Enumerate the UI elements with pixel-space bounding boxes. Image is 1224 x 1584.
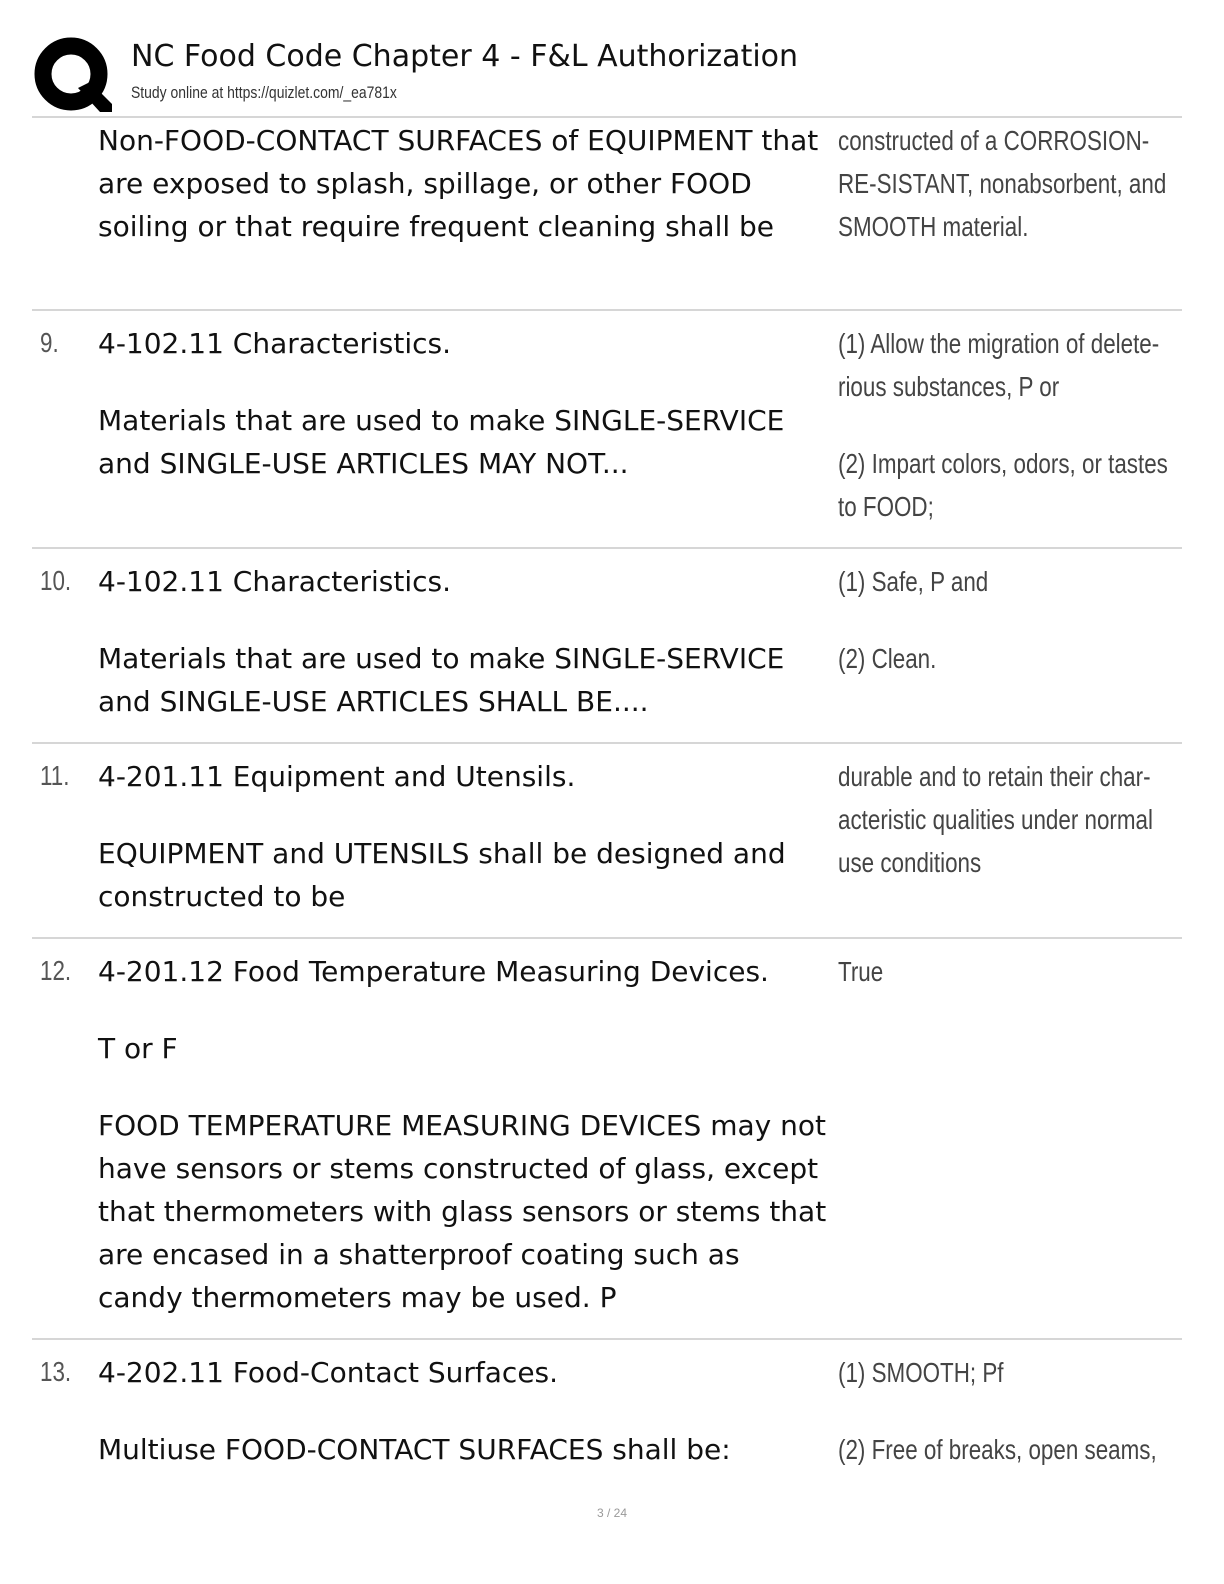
card-definition: [838, 755, 1174, 884]
term-paragraph: Multiuse FOOD-CONTACT SURFACES shall be:: [98, 1433, 731, 1466]
definition-paragraph: (2) Impart colors, odors, or tastes to FOOD;: [838, 448, 1168, 522]
card-term: [98, 119, 828, 248]
card-number: 13.: [40, 1356, 72, 1387]
definition-paragraph: constructed of a CORROSION-RE-SISTANT, nonabsorbent, and SMOOTH material.: [838, 125, 1167, 242]
definition-paragraph: (1) Allow the migration of delete-rious substances, P or: [838, 328, 1160, 402]
card-number: 12.: [40, 955, 72, 986]
card-number: 10.: [40, 565, 72, 596]
card-term: [98, 322, 828, 485]
card-definition: [838, 560, 1174, 680]
divider: [32, 742, 1182, 744]
term-paragraph: Materials that are used to make SINGLE-SERVICE and SINGLE-USE ARTICLES MAY NOT...: [98, 404, 785, 480]
page-header: [34, 34, 1184, 116]
definition-paragraph: durable and to retain their char-acteristic qualities under normal use conditions: [838, 761, 1153, 878]
card-term: [98, 1351, 828, 1471]
definition-paragraph: (2) Clean.: [838, 643, 937, 674]
term-paragraph: 4-202.11 Food-Contact Surfaces.: [98, 1356, 559, 1389]
term-paragraph: 4-102.11 Characteristics.: [98, 565, 452, 598]
quizlet-logo-icon: [34, 36, 112, 114]
divider: [32, 116, 1182, 118]
term-paragraph: 4-201.12 Food Temperature Measuring Devices.: [98, 955, 769, 988]
term-paragraph: T or F: [98, 1032, 178, 1065]
card-term: [98, 755, 828, 918]
card-definition: [838, 1351, 1174, 1471]
definition-paragraph: (1) Safe, P and: [838, 566, 989, 597]
card-definition: [838, 950, 1174, 993]
divider: [32, 309, 1182, 311]
definition-paragraph: True: [838, 956, 884, 987]
study-online-link[interactable]: Study online at https://quizlet.com/_ea781x: [131, 83, 397, 102]
divider: [32, 1338, 1182, 1340]
term-paragraph: Non-FOOD-CONTACT SURFACES of EQUIPMENT that are exposed to splash, spillage, or other FOOD soiling or that require frequent cleaning shall be: [98, 124, 819, 243]
divider: [32, 547, 1182, 549]
card-definition: [838, 119, 1174, 248]
divider: [32, 937, 1182, 939]
definition-paragraph: (2) Free of breaks, open seams,: [838, 1434, 1157, 1465]
definition-paragraph: (1) SMOOTH; Pf: [838, 1357, 1004, 1388]
card-term: [98, 560, 828, 723]
term-paragraph: 4-102.11 Characteristics.: [98, 327, 452, 360]
card-number: 11.: [40, 760, 70, 791]
term-paragraph: Materials that are used to make SINGLE-SERVICE and SINGLE-USE ARTICLES SHALL BE....: [98, 642, 785, 718]
page-number: 3 / 24: [596, 1506, 628, 1520]
card-term: [98, 950, 828, 1319]
card-number: 9.: [40, 327, 59, 358]
document-title: NC Food Code Chapter 4 - F&L Authorization: [131, 39, 799, 74]
term-paragraph: FOOD TEMPERATURE MEASURING DEVICES may not have sensors or stems constructed of glass, except that thermometers with glass sensors or stems that are encased in a shatterproof coating such as candy thermometers may be used. P: [98, 1109, 827, 1314]
term-paragraph: 4-201.11 Equipment and Utensils.: [98, 760, 576, 793]
term-paragraph: EQUIPMENT and UTENSILS shall be designed and constructed to be: [98, 837, 786, 913]
card-definition: [838, 322, 1174, 528]
